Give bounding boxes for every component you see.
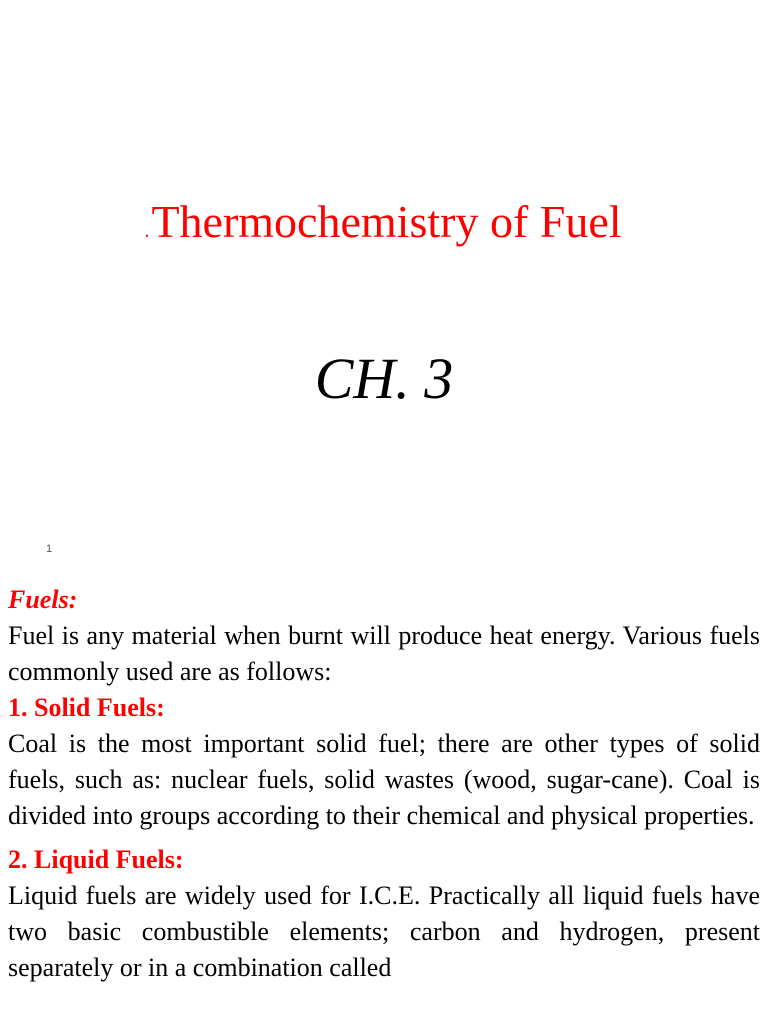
liquid-fuels-heading: 2. Liquid Fuels: (8, 845, 184, 874)
slide-title-row (0, 192, 768, 252)
chapter-label: CH. 3 (314, 346, 454, 411)
solid-fuels-paragraph: Coal is the most important solid fuel; there are other types of solid fuels, such as: nuclear fuels, solid wastes (wood, sugar-cane). Coal is divided into groups according to their chemical and physical properties. (8, 729, 760, 830)
fuels-heading: Fuels: (8, 585, 78, 614)
page-number: 1 (46, 543, 53, 555)
solid-fuels-heading: 1. Solid Fuels: (8, 693, 165, 722)
fuels-paragraph: Fuel is any material when burnt will produce heat energy. Various fuels commonly used are as follows: (8, 621, 760, 686)
title-marker: . (144, 220, 150, 242)
document-body (8, 582, 760, 986)
slide-title: Thermochemistry of Fuel (151, 196, 622, 247)
liquid-fuels-paragraph: Liquid fuels are widely used for I.C.E. Practically all liquid fuels have two basic combustible elements; carbon and hydrogen, present separately or in a combination called (8, 881, 760, 982)
